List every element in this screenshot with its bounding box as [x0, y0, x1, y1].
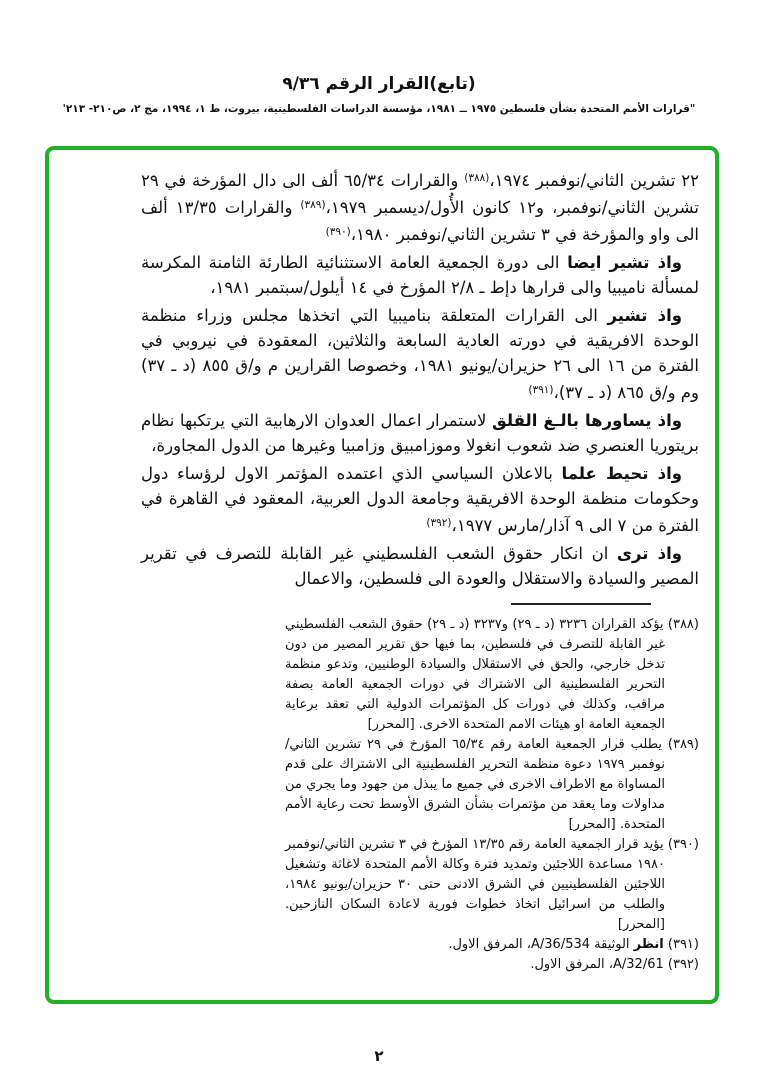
text-segment: (٣٩٢) A/32/61، المرفق الاول.: [530, 957, 699, 972]
text-segment: الى القرارات المتعلقة بناميبيا التي اتخذها مجلس وزراء منظمة الوحدة الافريقية في دورته العادية السابعة والثلاثين، المعقودة في نيروبي في الفترة من ١٦ الى ٢٦ حزيران/يونيو ١٩٨١، وخصوصا القرارين م و/ق ٨٥٥ (د ـ ٣٧) وم و/ق ٨٦٥ (د ـ ٣٧)،: [141, 306, 700, 402]
footnote-separator: [511, 603, 651, 605]
footnote-reference: (٣٨٨): [464, 172, 490, 184]
text-segment: بالاعلان السياسي الذي اعتمده المؤتمر الاول لرؤساء دول وحكومات منظمة الوحدة الافريقية وجامعة الدول العربية، المعقود في القاهرة في الفترة من ٧ الى ٩ آذار/مارس ١٩٧٧،: [141, 464, 699, 535]
footnote-reference: (٣٨٩): [300, 199, 326, 211]
text-segment: ٢٢ تشرين الثاني/نوفمبر ١٩٧٤،: [489, 171, 699, 190]
body-paragraph: [141, 166, 699, 247]
body-paragraph: [141, 303, 699, 405]
frame-content: [49, 150, 715, 975]
text-segment: واذ يساورها بالـغ القلق: [492, 411, 682, 430]
footnote: [285, 835, 699, 935]
footnote: [285, 955, 699, 975]
footnote: [285, 735, 699, 835]
text-segment: واذ تحيط علما: [561, 464, 683, 483]
text-segment: انظر: [633, 937, 664, 952]
text-segment: واذ ترى: [616, 544, 682, 563]
text-segment: ان انكار حقوق الشعب الفلسطيني غير القابلة للتصرف في تقرير المصير والسيادة والاستقلال والعودة الى فلسطين، والاعمال: [141, 544, 699, 588]
body-paragraph: [141, 461, 699, 538]
text-segment: واذ تشير: [607, 306, 682, 325]
text-segment: لاستمرار اعمال العدوان الارهابية التي يرتكبها نظام بريتوريا العنصري ضد شعوب انغولا وموزامبيق وزامبيا وغيرها من الدول المجاورة،: [141, 411, 699, 455]
text-segment: (٣٨٨) يؤكد القراران ٣٢٣٦ (د ـ ٢٩) و٣٢٣٧ (د ـ ٢٩) حقوق الشعب الفلسطيني غير القابلة للتصرف في فلسطين، بما فيها حق تقرير المصير من دون تدخل خارجي، والحق في الاستقلال والسيادة الوطنيين، وتدعو منظمة التحرير الفلسطينية الى الاشتراك في دورات الجمعية العامة بصفة مراقب، وكذلك في دورات كل المؤتمرات الدولية التي تعقد برعاية الجمعية العامة او هيئات الامم المتحدة الاخرى. [المحرر]: [285, 617, 699, 732]
text-segment: والقرارات ١٣/٣٥ ألف الى واو والمؤرخة في ٣ تشرين الثاني/نوفمبر ١٩٨٠،: [141, 198, 699, 244]
text-segment: (٣٩٠) يؤيد قرار الجمعية العامة رقم ١٣/٣٥ المؤرخ في ٣ تشرين الثاني/نوفمبر ١٩٨٠ مساعدة اللاجئين وتمديد فترة وكالة الأمم المتحدة لاغاثة وتشغيل اللاجئين الفلسطينيين في الشرق الادنى حتى ٣٠ حزيران/يونيو ١٩٨٤، والطلب من اسرائيل اتخاذ خطوات فورية لاعادة السكان النازحين. [المحرر]: [285, 837, 699, 932]
footnotes-block: [285, 615, 699, 975]
footnote-reference: (٣٩١): [528, 384, 554, 396]
footnote-reference: (٣٩٠): [325, 226, 351, 238]
text-segment: الوثيقة A/36/534، المرفق الاول.: [448, 937, 634, 952]
text-segment: الى دورة الجمعية العامة الاستثنائية الطارئة الثامنة المكرسة لمسألة ناميبيا والى قرارها دإط ـ ٢/٨ المؤرخ في ١٤ أيلول/سبتمبر ١٩٨١،: [141, 253, 699, 297]
text-segment: والقرارات ٦٥/٣٤ ألف الى دال المؤرخة في ٢٩ تشرين الثاني/نوفمبر، و١٢ كانون الأُول/ديسمبر ١٩٧٩،: [141, 171, 699, 217]
body-paragraph: [141, 408, 699, 458]
footnote-reference: (٣٩٢): [426, 517, 452, 529]
body-paragraph: [141, 541, 699, 591]
page-title: (تابع)القرار الرقم ٩/٣٦: [282, 74, 476, 94]
footnote: [285, 615, 699, 735]
text-segment: واذ تشير ايضا: [567, 253, 682, 272]
body-paragraph: [141, 250, 699, 300]
resolution-body-text: [141, 166, 699, 591]
text-segment: (٣٨٩) يطلب قرار الجمعية العامة رقم ٦٥/٣٤ المؤرخ في ٢٩ تشرين الثاني/نوفمبر ١٩٧٩ دعوة منظمة التحرير الفلسطينية الى الاشتراك على قدم المساواة مع الاطراف الاخرى في جميع ما يبذل من جهود وما يجري من مداولات وما يعقد من مؤتمرات بشأن الشرق الأوسط تحت رعاية الأمم المتحدة. [المحرر]: [285, 737, 699, 832]
green-border-frame: [45, 146, 719, 1004]
page-header: [0, 74, 758, 115]
source-citation: "قرارات الأمم المتحدة بشأن فلسطين ١٩٧٥ ــ ١٩٨١، مؤسسة الدراسات الفلسطينية، بيروت، ط ١، ١٩٩٤، مج ٢، ص٢١٠- ٢١٣': [62, 103, 696, 115]
page-number: ٢: [374, 1047, 384, 1065]
text-segment: (٣٩١): [663, 937, 699, 952]
footnote: [285, 935, 699, 955]
